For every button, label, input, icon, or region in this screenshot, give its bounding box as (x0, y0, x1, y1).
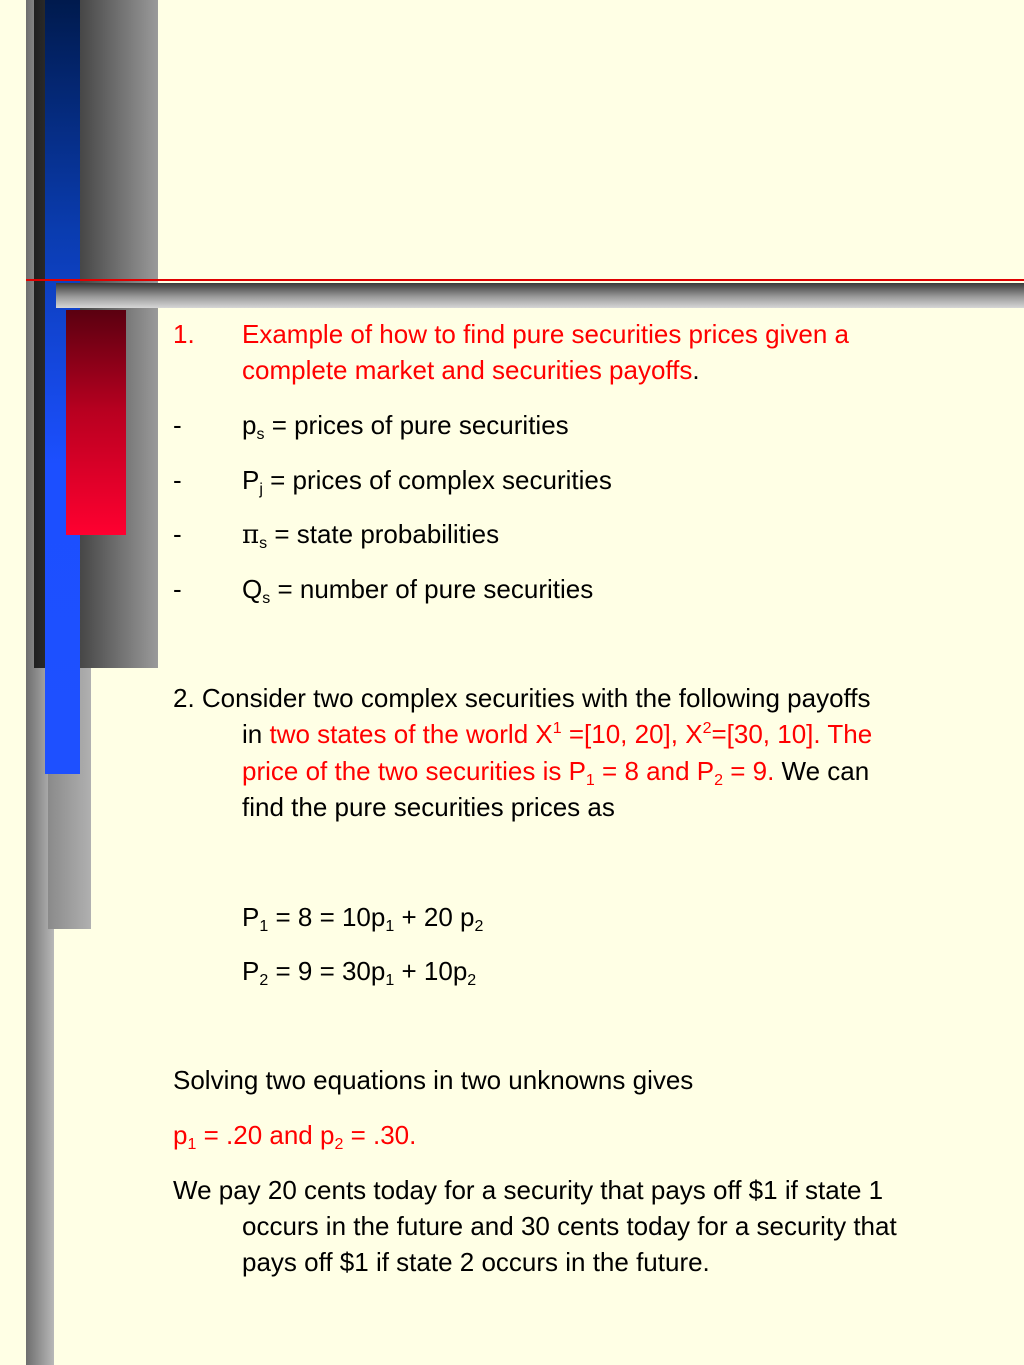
eq-term: P (242, 956, 260, 986)
def-pure-prices (242, 407, 569, 443)
def-subscript: s (256, 426, 265, 443)
eq-subscript: 2 (259, 972, 269, 989)
item2-text: in (242, 719, 270, 749)
def-bullet: - (173, 519, 182, 549)
item2-red-text: =[10, 20], X (561, 719, 703, 749)
item1-line2-text: complete market and securities payoffs (242, 355, 693, 385)
def-number-pure (242, 571, 593, 607)
title-rule-red (26, 279, 1024, 281)
eq-term: + 10p (394, 956, 468, 986)
def-subscript: s (262, 590, 271, 607)
eq-term: P (242, 902, 260, 932)
def-bullet: - (173, 465, 182, 495)
item2-red-text: = 8 and P (594, 756, 715, 786)
item1-line2-period: . (692, 355, 700, 385)
def-subscript: j (259, 481, 263, 498)
def-symbol: p (242, 410, 257, 440)
eq-term: = 8 = 10p (268, 902, 386, 932)
def-text: = prices of pure securities (264, 410, 569, 440)
item2-line3 (242, 753, 869, 789)
solving-text: Solving two equations in two unknowns gives (173, 1065, 694, 1095)
def-symbol: P (242, 465, 260, 495)
def-bullet: - (173, 410, 182, 440)
def-symbol: π (242, 520, 260, 550)
item2-superscript: 1 (552, 720, 562, 737)
result-prices (173, 1117, 416, 1153)
item2-red-text: = 9. (723, 756, 775, 786)
conclusion-line3: pays off $1 if state 2 occurs in the future. (242, 1247, 710, 1277)
item2-red-text: =[30, 10]. The (711, 719, 873, 749)
item2-line1: 2. Consider two complex securities with the following payoffs (173, 683, 871, 713)
item2-line2 (242, 716, 872, 752)
item2-subscript: 2 (714, 772, 723, 789)
eq-subscript: 2 (474, 918, 484, 935)
result-term: = .20 and p (196, 1120, 335, 1150)
item1-line1: Example of how to find pure securities prices given a (242, 319, 849, 349)
item2-red-text: two states of the world X (269, 719, 553, 749)
eq-term: = 9 = 30p (268, 956, 386, 986)
decor-bar-red (66, 310, 126, 535)
conclusion-line1: We pay 20 cents today for a security that pays off $1 if state 1 (173, 1175, 884, 1205)
conclusion-line2: occurs in the future and 30 cents today for a security that (242, 1211, 897, 1241)
item2-superscript: 2 (702, 720, 712, 737)
item2-red-text: price of the two securities is P (242, 756, 586, 786)
def-subscript: s (259, 535, 268, 552)
result-subscript: 1 (187, 1136, 197, 1153)
eq-term: + 20 p (394, 902, 475, 932)
eq-subscript: 1 (259, 918, 269, 935)
eq-subscript: 2 (467, 972, 477, 989)
result-term: = .30. (343, 1120, 417, 1150)
item2-subscript: 1 (585, 772, 595, 789)
title-rule-gray (56, 283, 1024, 308)
item2-text: We can (774, 756, 870, 786)
item2-line4: find the pure securities prices as (242, 792, 615, 822)
def-bullet: - (173, 574, 182, 604)
equation-2 (242, 953, 476, 989)
result-term: p (173, 1120, 188, 1150)
def-text: = number of pure securities (270, 574, 594, 604)
item1-number: 1. (173, 319, 195, 349)
eq-subscript: 1 (385, 918, 395, 935)
equation-1 (242, 899, 483, 935)
def-symbol: Q (242, 574, 263, 604)
def-complex-prices (242, 462, 612, 498)
def-state-probabilities (242, 516, 499, 553)
result-subscript: 2 (334, 1136, 344, 1153)
eq-subscript: 1 (385, 972, 395, 989)
def-text: = state probabilities (267, 519, 500, 549)
def-text: = prices of complex securities (262, 465, 612, 495)
item1-line2 (242, 352, 700, 388)
